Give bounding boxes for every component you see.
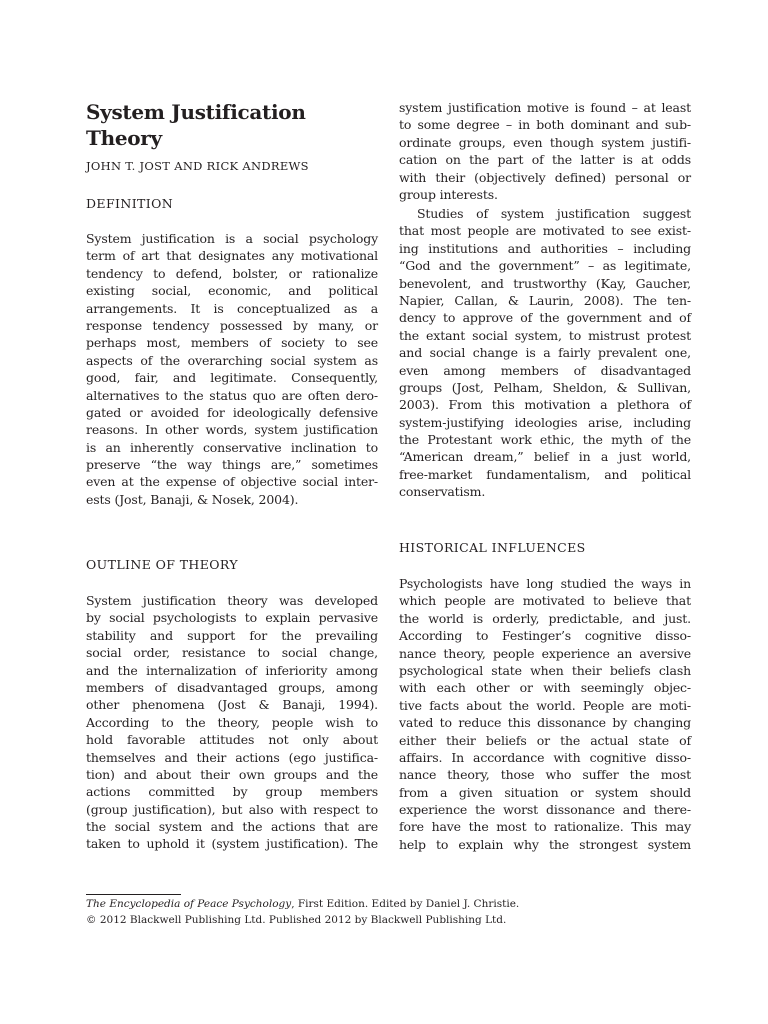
text-line: hold favorable attitudes not only about [86, 732, 378, 748]
text-line: Napier, Callan, & Laurin, 2008). The ten- [399, 292, 691, 308]
text-line: group interests. [399, 186, 498, 202]
text-line: cation on the part of the latter is at odds [399, 152, 691, 168]
footnote-rule [86, 894, 181, 895]
text-line: arrangements. It is conceptualized as a [86, 300, 378, 316]
text-line: According to Festinger’s cognitive disso- [399, 628, 691, 644]
outline-heading: OUTLINE OF THEORY [86, 557, 238, 572]
text-line: with their (objectively defined) personal or [399, 169, 691, 185]
text-line: taken to uphold it (system justification). The [86, 836, 378, 852]
book-title: The Encyclopedia of Peace Psychology [86, 898, 292, 910]
text-line: response tendency possessed by many, or [86, 317, 378, 333]
text-line: by social psychologists to explain pervasive [86, 610, 378, 626]
outline-paragraph [86, 592, 378, 853]
edition-text: , First Edition. Edited by Daniel J. Christie. [291, 898, 520, 910]
definition-paragraph [86, 230, 378, 508]
text-line: vated to reduce this dissonance by changing [399, 715, 691, 731]
text-line: groups (Jost, Pelham, Sheldon, & Sullivan, [399, 379, 691, 395]
text-line: existing social, economic, and political [86, 283, 378, 299]
text-line: tive facts about the world. People are moti- [399, 697, 691, 713]
text-line: stability and support for the prevailing [86, 627, 378, 643]
text-line: the social system and the actions that are [86, 819, 378, 835]
article-title [86, 99, 306, 151]
text-line: social order, resistance to social change, [86, 645, 378, 661]
text-line: which people are motivated to believe that [399, 593, 691, 609]
text-line: conservatism. [399, 484, 486, 500]
text-line: psychological state when their beliefs clash [399, 662, 691, 678]
text-line: “God and the government” – as legitimate, [399, 258, 691, 274]
text-line: the world is orderly, predictable, and just. [399, 610, 691, 626]
text-line: According to the theory, people wish to [86, 714, 378, 730]
historical-paragraph [399, 575, 691, 853]
text-line: themselves and their actions (ego justifica- [86, 749, 378, 765]
text-line: (group justification), but also with respect to [86, 801, 378, 817]
historical-heading: HISTORICAL INFLUENCES [399, 540, 586, 555]
text-line: from a given situation or system should [399, 784, 691, 800]
text-line: gated or avoided for ideologically defensive [86, 404, 378, 420]
text-line: 2003). From this motivation a plethora of [399, 397, 691, 413]
text-line: ests (Jost, Banaji, & Nosek, 2004). [86, 491, 299, 507]
text-line: even at the expense of objective social inter- [86, 474, 378, 490]
text-line: Studies of system justification suggest [417, 206, 691, 221]
footnote-source [86, 896, 519, 912]
text-line: “American dream,” belief in a just world, [399, 449, 691, 465]
text-line: system justification motive is found – at least [399, 100, 691, 115]
text-line: and the internalization of inferiority among [86, 662, 378, 678]
text-line: nance theory, people experience an aversive [399, 645, 691, 661]
text-line: reasons. In other words, system justification [86, 422, 378, 438]
text-line: System justification theory was developed [86, 593, 378, 608]
title-line-2: Theory [86, 126, 162, 150]
text-line: that most people are motivated to see exist- [399, 223, 691, 239]
text-line: benevolent, and trustworthy (Kay, Gaucher, [399, 275, 691, 291]
text-line: experience the worst dissonance and there- [399, 802, 691, 818]
text-line: dency to approve of the government and of [399, 310, 691, 326]
text-line: preserve “the way things are,” sometimes [86, 457, 378, 473]
system-motive-paragraph [399, 99, 691, 203]
text-line: alternatives to the status quo are often dero- [86, 387, 378, 403]
text-line: actions committed by group members [86, 784, 378, 800]
text-line: other phenomena (Jost & Banaji, 1994). [86, 697, 378, 713]
text-line: nance theory, those who suffer the most [399, 767, 691, 783]
text-line: System justification is a social psychology [86, 231, 378, 246]
text-line: members of disadvantaged groups, among [86, 679, 378, 695]
authors: JOHN T. JOST AND RICK ANDREWS [86, 159, 309, 173]
text-line: tendency to defend, bolster, or rationalize [86, 265, 378, 281]
text-line: to some degree – in both dominant and sub- [399, 117, 691, 133]
studies-paragraph [399, 205, 691, 501]
text-line: system-justifying ideologies arise, including [399, 414, 691, 430]
text-line: tion) and about their own groups and the [86, 766, 378, 782]
text-line: aspects of the overarching social system as [86, 352, 378, 368]
text-line: good, fair, and legitimate. Consequently, [86, 370, 378, 386]
text-line: and social change is a fairly prevalent one, [399, 345, 691, 361]
title-line-1: System Justification [86, 100, 306, 124]
text-line: help to explain why the strongest system [399, 836, 691, 852]
text-line: with each other or with seemingly objec- [399, 680, 691, 696]
definition-heading: DEFINITION [86, 196, 174, 211]
text-line: term of art that designates any motivational [86, 248, 378, 264]
text-line: free-market fundamentalism, and political [399, 466, 691, 482]
text-line: the Protestant work ethic, the myth of the [399, 432, 691, 448]
text-line: perhaps most, members of society to see [86, 335, 378, 351]
footnote-copyright: © 2012 Blackwell Publishing Ltd. Published 2012 by Blackwell Publishing Ltd. [86, 914, 507, 926]
text-line: Psychologists have long studied the ways in [399, 576, 691, 591]
text-line: the extant social system, to mistrust protest [399, 327, 691, 343]
text-line: even among members of disadvantaged [399, 362, 691, 378]
text-line: ordinate groups, even though system justifi- [399, 134, 691, 150]
text-line: ing institutions and authorities – including [399, 240, 691, 256]
text-line: either their beliefs or the actual state of [399, 732, 691, 748]
text-line: fore have the most to rationalize. This may [399, 819, 691, 835]
text-line: affairs. In accordance with cognitive disso- [399, 749, 691, 765]
text-line: is an inherently conservative inclination to [86, 439, 378, 455]
